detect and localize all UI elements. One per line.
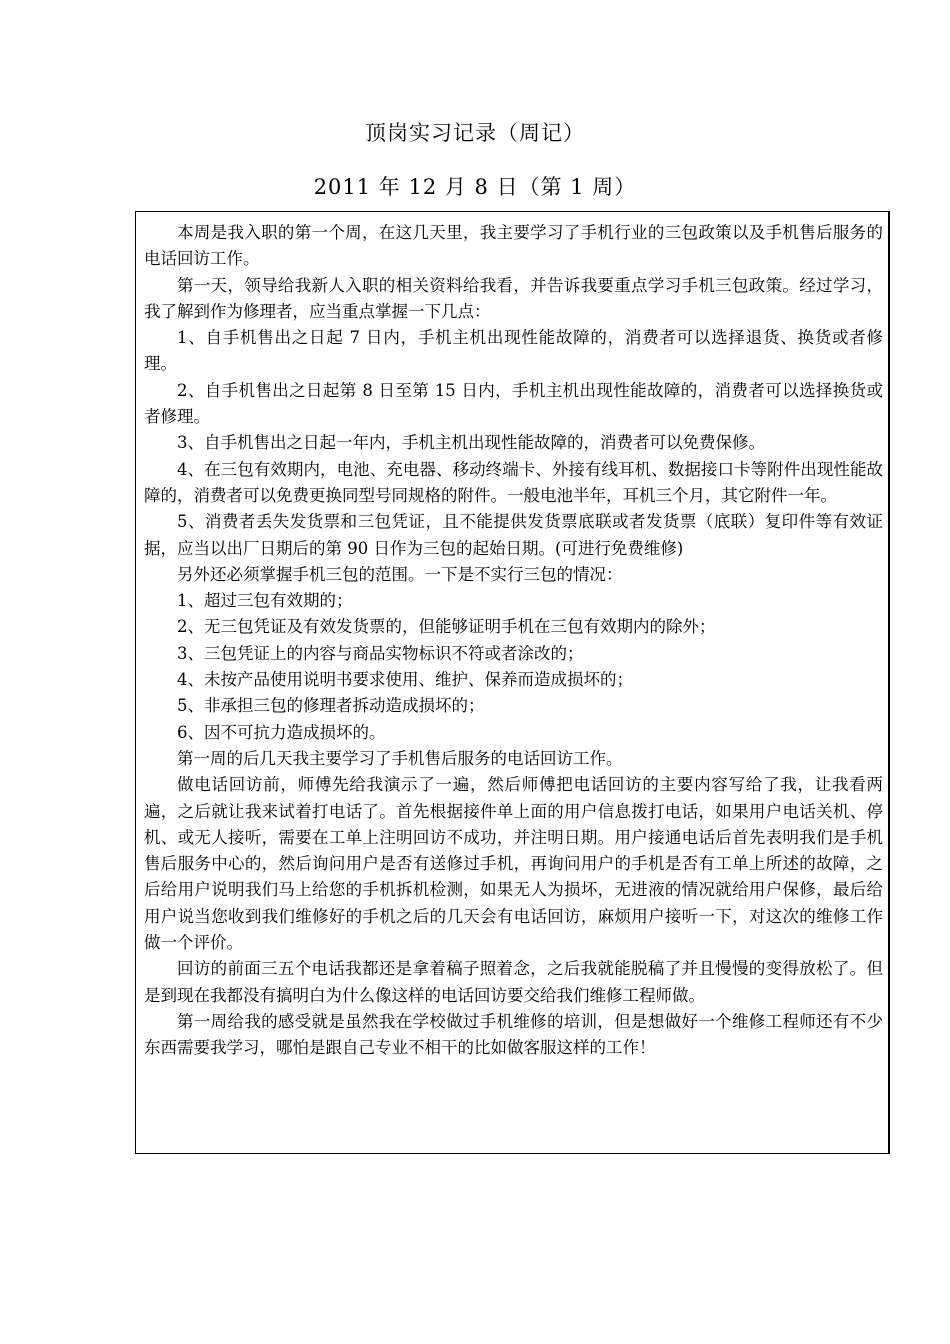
paragraph: 1、超过三包有效期的； <box>177 591 353 611</box>
page-title: 顶岗实习记录（周记） <box>365 121 585 145</box>
journal-content-box <box>135 211 890 1154</box>
paragraph: 3、三包凭证上的内容与商品实物标识不符或者涂改的； <box>177 643 584 663</box>
paragraph: 做电话回访前，师傅先给我演示了一遍，然后师傅把电话回访的主要内容写给了我，让我看两遍，之后就让我来试着打电话了。首先根据接件单上面的用户信息拨打电话，如果用户电话关机、停机、或无人接听，需要在工单上注明回访不成功，并注明日期。用户接通电话后首先表明我们是手机售后服务中心的，然后询问用户是否有送修过手机，再询问用户的手机是否有工单上所述的故障，之后给用户说明我们马上给您的手机拆机检测，如果无人为损坏，无进液的情况就给用户保修，最后给用户说当您收到我们维修好的手机之后的几天会有电话回访，麻烦用户接听一下，对这次的维修工作做一个评价。 <box>144 775 883 953</box>
paragraph: 1、自手机售出之日起 7 日内，手机主机出现性能故障的，消费者可以选择退货、换货或者修理。 <box>144 328 883 374</box>
paragraph: 第一天，领导给我新人入职的相关资料给我看，并告诉我要重点学习手机三包政策。经过学习，我了解到作为修理者，应当重点掌握一下几点： <box>144 275 883 321</box>
paragraph: 4、在三包有效期内，电池、充电器、移动终端卡、外接有线耳机、数据接口卡等附件出现性能故障的，消费者可以免费更换同型号同规格的附件。一般电池半年，耳机三个月，其它附件一年。 <box>144 459 883 505</box>
paragraph: 2、无三包凭证及有效发货票的，但能够证明手机在三包有效期内的除外； <box>177 617 716 637</box>
paragraph: 第一周的后几天我主要学习了手机售后服务的电话回访工作。 <box>177 748 623 768</box>
paragraph: 回访的前面三五个电话我都还是拿着稿子照着念，之后我就能脱稿了并且慢慢的变得放松了。但是到现在我都没有搞明白为什么像这样的电话回访要交给我们维修工程师做。 <box>144 959 883 1005</box>
date-line: 2011 年 12 月 8 日（第 1 周） <box>313 175 637 199</box>
paragraph: 5、消费者丢失发货票和三包凭证，且不能提供发货票底联或者发货票（底联）复印件等有效证据，应当以出厂日期后的第 90 日作为三包的起始日期。(可进行免费维修) <box>144 512 883 558</box>
paragraph: 第一周给我的感受就是虽然我在学校做过手机维修的培训，但是想做好一个维修工程师还有不少东西需要我学习，哪怕是跟自己专业不相干的比如做客服这样的工作！ <box>144 1011 883 1058</box>
paragraph: 另外还必须掌握手机三包的范围。一下是不实行三包的情况： <box>177 564 623 584</box>
paragraph: 5、非承担三包的修理者拆动造成损坏的； <box>177 696 485 716</box>
paragraph: 4、未按产品使用说明书要求使用、维护、保养而造成损坏的； <box>177 670 633 690</box>
paragraph: 本周是我入职的第一个周，在这几天里，我主要学习了手机行业的三包政策以及手机售后服务的电话回访工作。 <box>144 223 883 269</box>
paragraph: 2、自手机售出之日起第 8 日至第 15 日内，手机主机出现性能故障的，消费者可以选择换货或者修理。 <box>144 380 883 427</box>
paragraph: 3、自手机售出之日起一年内，手机主机出现性能故障的，消费者可以免费保修。 <box>177 433 765 453</box>
paragraph: 6、因不可抗力造成损坏的。 <box>177 722 386 742</box>
